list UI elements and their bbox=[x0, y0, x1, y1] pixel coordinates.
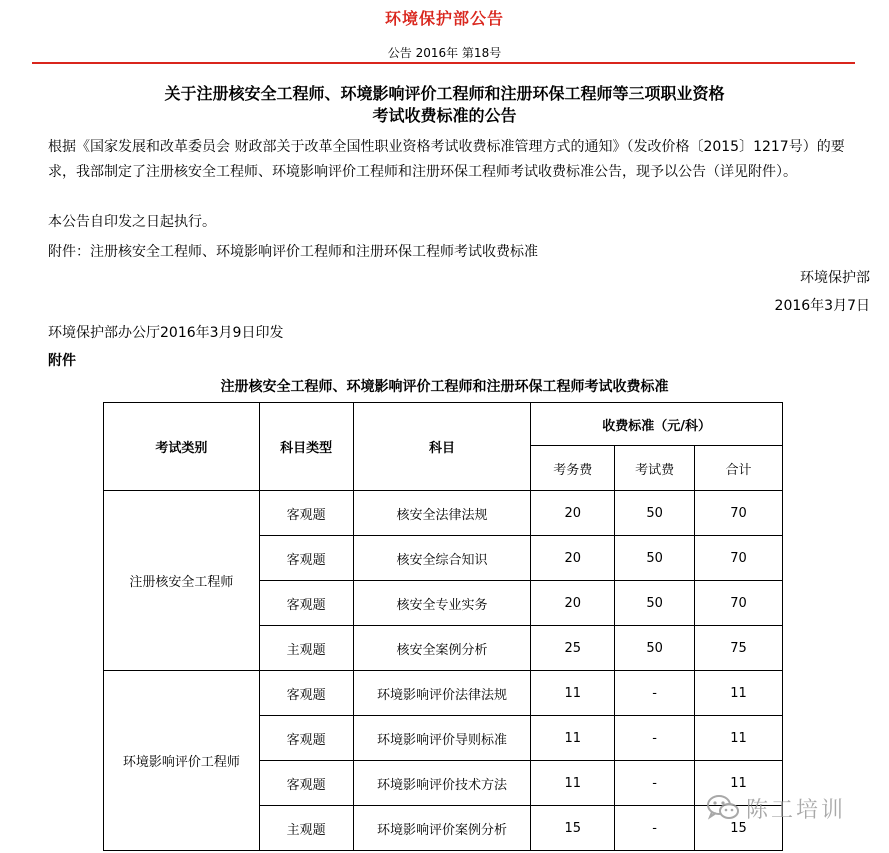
header-exam-fee: 考试费 bbox=[615, 446, 695, 491]
signature-date: 2016年3月7日 bbox=[774, 298, 870, 314]
watermark bbox=[706, 790, 876, 826]
total-cell: 11 bbox=[695, 671, 783, 716]
total-cell: 70 bbox=[695, 536, 783, 581]
document-title-line2: 考试收费标准的公告 bbox=[372, 106, 517, 125]
exam-fee-cell: 50 bbox=[615, 536, 695, 581]
header-subject: 科目 bbox=[353, 403, 531, 491]
table-row bbox=[104, 671, 783, 716]
header-fee-group: 收费标准（元/科） bbox=[531, 403, 783, 446]
print-info: 环境保护部办公厅2016年3月9日印发 bbox=[48, 325, 284, 341]
subject-cell: 核安全案例分析 bbox=[353, 626, 531, 671]
wechat-icon bbox=[706, 793, 740, 823]
subject-cell: 环境影响评价案例分析 bbox=[353, 806, 531, 851]
table-header-row bbox=[104, 403, 783, 446]
exam-fee-cell: - bbox=[615, 716, 695, 761]
subject-type-cell: 客观题 bbox=[259, 671, 353, 716]
subject-type-cell: 客观题 bbox=[259, 716, 353, 761]
body-paragraph-3: 附件：注册核安全工程师、环境影响评价工程师和注册环保工程师考试收费标准 bbox=[48, 244, 538, 260]
subject-cell: 环境影响评价法律法规 bbox=[353, 671, 531, 716]
document-title bbox=[0, 83, 889, 127]
total-cell: 11 bbox=[695, 761, 783, 806]
header-category: 考试类别 bbox=[104, 403, 260, 491]
subject-type-cell: 客观题 bbox=[259, 491, 353, 536]
total-cell: 70 bbox=[695, 491, 783, 536]
header-subject-type: 科目类型 bbox=[259, 403, 353, 491]
admin-fee-cell: 20 bbox=[531, 536, 615, 581]
subject-type-cell: 客观题 bbox=[259, 761, 353, 806]
header-divider bbox=[32, 62, 855, 64]
admin-fee-cell: 20 bbox=[531, 491, 615, 536]
exam-fee-cell: 50 bbox=[615, 581, 695, 626]
admin-fee-cell: 15 bbox=[531, 806, 615, 851]
admin-fee-cell: 11 bbox=[531, 671, 615, 716]
subject-type-cell: 主观题 bbox=[259, 806, 353, 851]
total-cell: 70 bbox=[695, 581, 783, 626]
announcement-header-title: 环境保护部公告 bbox=[384, 9, 504, 28]
subject-cell: 核安全综合知识 bbox=[353, 536, 531, 581]
subject-type-cell: 客观题 bbox=[259, 581, 353, 626]
exam-fee-cell: 50 bbox=[615, 626, 695, 671]
header-total: 合计 bbox=[695, 446, 783, 491]
admin-fee-cell: 11 bbox=[531, 716, 615, 761]
exam-fee-cell: - bbox=[615, 806, 695, 851]
body-paragraph-2: 本公告自印发之日起执行。 bbox=[48, 214, 216, 230]
table-row bbox=[104, 491, 783, 536]
category-cell: 注册核安全工程师 bbox=[104, 491, 260, 671]
body-paragraph-1-text: 根据《国家发展和改革委员会 财政部关于改革全国性职业资格考试收费标准管理方式的通知》（发改价格〔2015〕1217号）的要求，我部制定了注册核安全工程师、环境影响评价工程师和注册环保工程师考试收费标准公告，现予以公告（详见附件）。 bbox=[48, 139, 845, 180]
admin-fee-cell: 11 bbox=[531, 761, 615, 806]
category-cell: 环境影响评价工程师 bbox=[104, 671, 260, 851]
subject-cell: 核安全专业实务 bbox=[353, 581, 531, 626]
fee-table bbox=[103, 402, 783, 851]
total-cell: 75 bbox=[695, 626, 783, 671]
subject-type-cell: 客观题 bbox=[259, 536, 353, 581]
announcement-number: 公告 2016年 第18号 bbox=[387, 46, 502, 60]
admin-fee-cell: 25 bbox=[531, 626, 615, 671]
exam-fee-cell: - bbox=[615, 761, 695, 806]
admin-fee-cell: 20 bbox=[531, 581, 615, 626]
total-cell: 15 bbox=[695, 806, 783, 851]
total-cell: 11 bbox=[695, 716, 783, 761]
subject-cell: 环境影响评价导则标准 bbox=[353, 716, 531, 761]
watermark-text: 陈工培训 bbox=[746, 797, 847, 823]
attachment-label: 附件 bbox=[48, 353, 76, 369]
fee-table-title: 注册核安全工程师、环境影响评价工程师和注册环保工程师考试收费标准 bbox=[220, 379, 669, 395]
exam-fee-cell: 50 bbox=[615, 491, 695, 536]
exam-fee-cell: - bbox=[615, 671, 695, 716]
body-paragraph-1 bbox=[48, 135, 870, 185]
header-admin-fee: 考务费 bbox=[531, 446, 615, 491]
signature-org: 环境保护部 bbox=[800, 270, 870, 286]
subject-type-cell: 主观题 bbox=[259, 626, 353, 671]
subject-cell: 核安全法律法规 bbox=[353, 491, 531, 536]
subject-cell: 环境影响评价技术方法 bbox=[353, 761, 531, 806]
document-title-line1: 关于注册核安全工程师、环境影响评价工程师和注册环保工程师等三项职业资格 bbox=[164, 84, 725, 103]
